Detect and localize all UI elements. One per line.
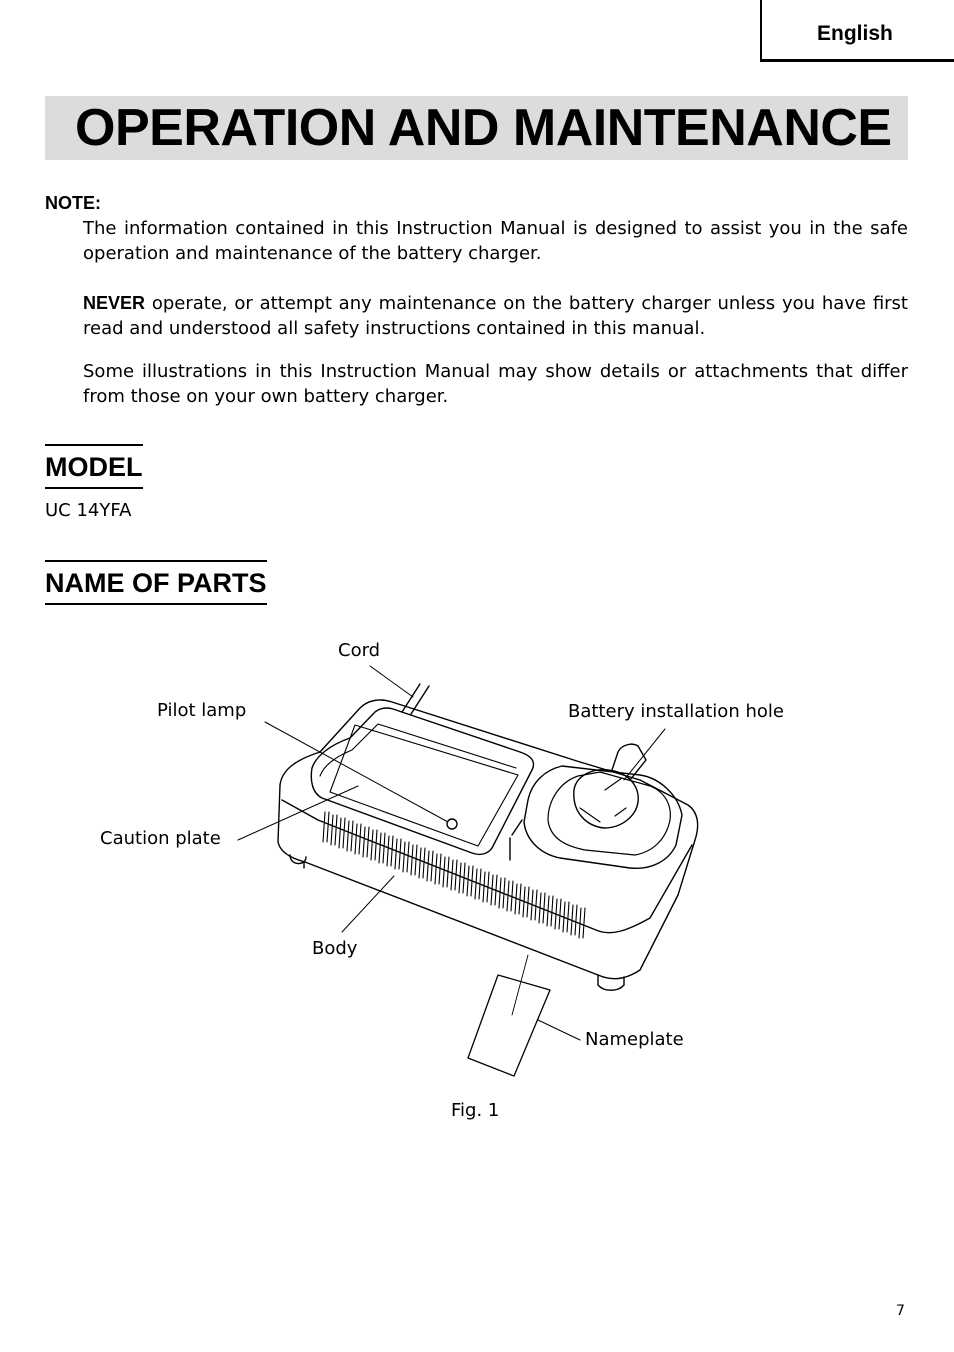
label-body: Body [312,938,358,959]
note-paragraph-1: The information contained in this Instruction Manual is designed to assist you in the safe operation and maintenance of the battery charger. [83,218,908,264]
language-tab [760,0,954,62]
charger-illustration [0,620,954,1140]
model-value: UC 14YFA [45,500,132,521]
note-paragraph-2 [83,291,908,341]
language-label: English [817,22,893,45]
page-number: 7 [896,1303,905,1319]
label-battery-installation-hole: Battery installation hole [568,701,784,722]
page-title: OPERATION AND MAINTENANCE [75,99,892,157]
label-pilot-lamp: Pilot lamp [157,700,247,721]
label-cord: Cord [338,640,381,661]
note-paragraph-2-text: operate, or attempt any maintenance on the battery charger unless you have first read and understood all safety instructions contained in this manual. [83,293,908,339]
figure-caption: Fig. 1 [451,1100,500,1121]
never-emphasis: NEVER [83,293,146,313]
parts-heading: NAME OF PARTS [45,560,267,605]
label-caution-plate: Caution plate [100,828,221,849]
note-paragraph-3: Some illustrations in this Instruction Manual may show details or attachments that differ from those on your own battery charger. [83,361,908,407]
note-label: NOTE: [45,193,101,213]
charger-diagram [0,620,954,1140]
model-heading: MODEL [45,444,143,489]
title-band [45,96,908,160]
label-nameplate: Nameplate [585,1029,684,1050]
